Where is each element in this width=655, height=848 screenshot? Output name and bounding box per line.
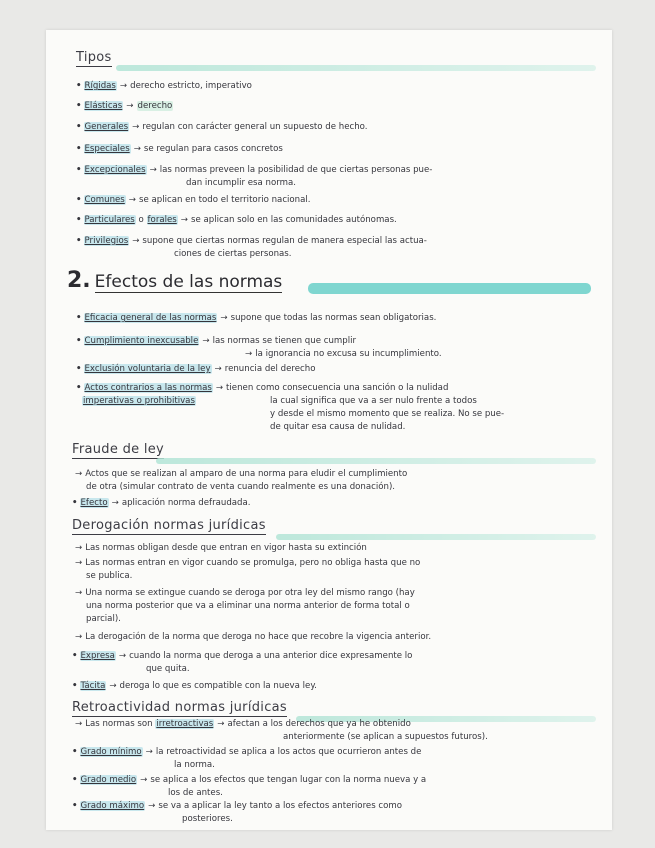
notes-page: [46, 30, 612, 830]
list-item: • Elásticas → derecho: [76, 101, 173, 111]
paragraph-line: → Las normas obligan desde que entran en vigor hasta su extinción: [75, 543, 367, 553]
section-rule: [276, 534, 596, 540]
list-item: • Efecto → aplicación norma defraudada.: [72, 498, 251, 508]
paragraph-line: una norma posterior que va a eliminar una norma anterior de forma total o: [86, 601, 410, 611]
section-title-derogacion: Derogación normas jurídicas: [72, 518, 266, 533]
list-item: • Expresa → cuando la norma que deroga a una anterior dice expresamente lo: [72, 651, 413, 661]
list-item-continuation: posteriores.: [182, 814, 233, 824]
section-rule: [116, 65, 596, 71]
paragraph-line: → Las normas son irretroactivas → afectan a los derechos que ya he obtenido: [75, 719, 411, 729]
list-item: • Cumplimiento inexcusable → las normas se tienen que cumplir: [76, 336, 357, 346]
list-item: • Actos contrarios a las normas → tienen como consecuencia una sanción o la nulidad: [76, 383, 449, 393]
list-item: • Tácita → deroga lo que es compatible con la nueva ley.: [72, 681, 317, 691]
section-rule: [156, 458, 596, 464]
list-item-continuation: y desde el mismo momento que se realiza. No se pue-: [270, 409, 505, 419]
list-item: • Grado máximo → se va a aplicar la ley tanto a los efectos anteriores como: [72, 801, 403, 811]
list-item: • Grado mínimo → la retroactividad se aplica a los actos que ocurrieron antes de: [72, 747, 422, 757]
section-title-retroactividad: Retroactividad normas jurídicas: [72, 700, 287, 715]
list-item-branch: → la ignorancia no excusa su incumplimiento.: [245, 349, 442, 359]
list-item-continuation: la cual significa que va a ser nulo frente a todos: [270, 396, 477, 406]
paragraph-line: de otra (simular contrato de venta cuando realmente es una donación).: [86, 482, 396, 492]
paragraph-line: → Una norma se extingue cuando se deroga por otra ley del mismo rango (hay: [75, 588, 415, 598]
section-title-tipos: Tipos: [76, 50, 112, 65]
paragraph-line: se publica.: [86, 571, 133, 581]
list-item: • Especiales → se regulan para casos concretos: [76, 144, 283, 154]
list-item-continuation: la norma.: [174, 760, 215, 770]
list-item: • Comunes → se aplican en todo el territorio nacional.: [76, 195, 311, 205]
list-item-continuation: que quita.: [146, 664, 190, 674]
list-item: • Rígidas → derecho estricto, imperativo: [76, 81, 252, 91]
paragraph-line: anteriormente (se aplican a supuestos futuros).: [283, 732, 488, 742]
list-item-continuation: de quitar esa causa de nulidad.: [270, 422, 406, 432]
list-item: • Generales → regulan con carácter general un supuesto de hecho.: [76, 122, 368, 132]
list-item-continuation: los de antes.: [168, 788, 223, 798]
paragraph-line: parcial).: [86, 614, 121, 624]
paragraph-line: → Las normas entran en vigor cuando se promulga, pero no obliga hasta que no: [75, 558, 421, 568]
list-item: • Exclusión voluntaria de la ley → renuncia del derecho: [76, 364, 316, 374]
list-item: • Particulares o forales → se aplican solo en las comunidades autónomas.: [76, 215, 397, 225]
list-item-continuation: dan incumplir esa norma.: [186, 178, 296, 188]
list-item: • Grado medio → se aplica a los efectos que tengan lugar con la norma nueva y a: [72, 775, 427, 785]
paragraph-line: → Actos que se realizan al amparo de una norma para eludir el cumplimiento: [75, 469, 408, 479]
list-item: • Privilegios → supone que ciertas normas regulan de manera especial las actua-: [76, 236, 427, 246]
section-title-efectos: 2. Efectos de las normas: [67, 268, 283, 293]
list-item: • Eficacia general de las normas → supone que todas las normas sean obligatorias.: [76, 313, 437, 323]
section-title-fraude: Fraude de ley: [72, 442, 165, 457]
list-item: • Excepcionales → las normas preveen la posibilidad de que ciertas personas pue-: [76, 165, 433, 175]
list-item-term-continuation: imperativas o prohibitivas: [83, 396, 195, 406]
paragraph-line: → La derogación de la norma que deroga no hace que recobre la vigencia anterior.: [75, 632, 432, 642]
section-rule-thick: [308, 283, 591, 294]
list-item-continuation: ciones de ciertas personas.: [174, 249, 292, 259]
